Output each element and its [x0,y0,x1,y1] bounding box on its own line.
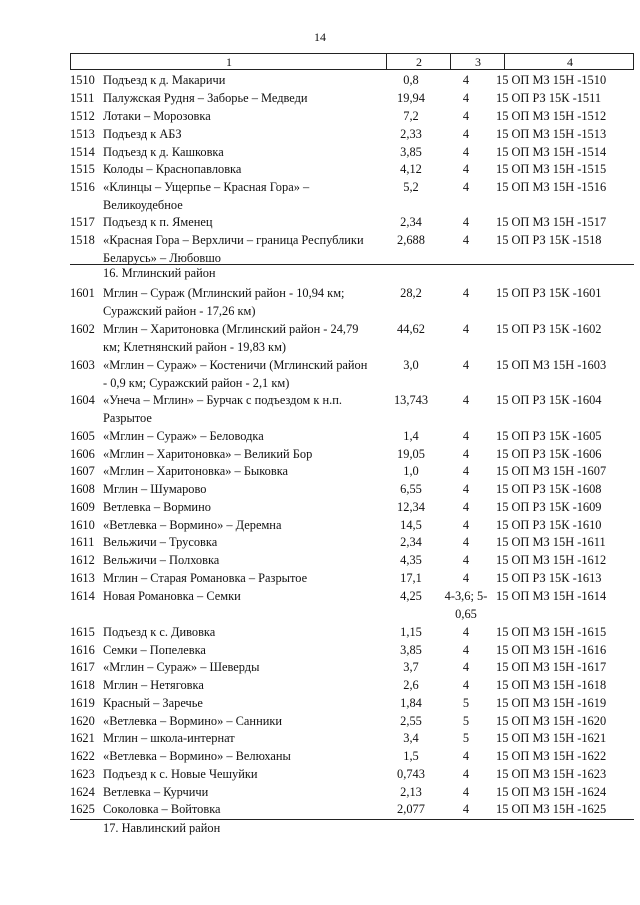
row-number: 1623 [70,767,95,781]
row-number: 1622 [70,749,95,763]
road-code: 15 ОП РЗ 15К -1602 [496,322,602,336]
row-number: 1619 [70,696,95,710]
header-divider [450,53,451,70]
row-number: 1510 [70,73,95,87]
road-code: 15 ОП МЗ 15Н -1612 [496,553,607,567]
road-code: 15 ОП МЗ 15Н -1516 [496,180,607,194]
road-length: 28,2 [400,286,422,300]
road-code: 15 ОП РЗ 15К -1613 [496,571,602,585]
road-name: «Мглин – Харитоновка» – Великий Бор [103,447,313,461]
road-code: 15 ОП МЗ 15Н -1517 [496,215,607,229]
road-category: 4 [462,429,470,443]
road-length: 6,55 [400,482,422,496]
road-category: 4 [462,802,470,816]
road-name: «Клинцы – Ущерпье – Красная Гора» – Великоудебное [103,180,310,212]
row-number: 1620 [70,714,95,728]
road-length: 3,85 [400,145,422,159]
road-name: «Мглин – Сураж» – Шеверды [103,660,260,674]
row-number: 1614 [70,589,95,603]
road-length: 3,85 [400,643,422,657]
road-code: 15 ОП МЗ 15Н -1615 [496,625,607,639]
row-number: 1621 [70,731,95,745]
road-category: 4 [462,678,470,692]
row-number: 1607 [70,464,95,478]
table-header [70,53,634,70]
row-number: 1606 [70,447,95,461]
road-length: 2,34 [400,535,422,549]
road-name: Подъезд к с. Дивовка [103,625,216,639]
road-length: 4,12 [400,162,422,176]
road-code: 15 ОП МЗ 15Н -1625 [496,802,607,816]
road-code: 15 ОП РЗ 15К -1610 [496,518,602,532]
road-category: 5 [462,731,470,745]
road-length: 19,05 [397,447,425,461]
road-length: 2,688 [397,233,425,247]
road-name: «Ветлевка – Вормино» – Велюханы [103,749,291,763]
road-category: 4 [462,643,470,657]
row-number: 1625 [70,802,95,816]
road-category: 4 [462,393,470,407]
road-length: 7,2 [403,109,419,123]
road-name: Мглин – Нетяговка [103,678,204,692]
road-category: 4-3,6; 5-0,65 [444,589,488,621]
row-number: 1516 [70,180,95,194]
road-name: Мглин – Шумарово [103,482,207,496]
road-name: Палужская Рудня – Заборье – Медведи [103,91,308,105]
road-name: «Ветлевка – Вормино» – Санники [103,714,282,728]
road-length: 3,0 [403,358,419,372]
road-category: 4 [462,233,470,247]
road-category: 4 [462,73,470,87]
road-code: 15 ОП МЗ 15Н -1514 [496,145,607,159]
road-category: 5 [462,696,470,710]
road-code: 15 ОП МЗ 15Н -1614 [496,589,607,603]
row-number: 1517 [70,215,95,229]
road-code: 15 ОП МЗ 15Н -1621 [496,731,607,745]
road-name: Вельжичи – Полховка [103,553,220,567]
road-category: 4 [462,109,470,123]
road-category: 4 [462,785,470,799]
row-number: 1518 [70,233,95,247]
road-name: Лотаки – Морозовка [103,109,211,123]
road-code: 15 ОП МЗ 15Н -1513 [496,127,607,141]
row-number: 1609 [70,500,95,514]
row-number: 1604 [70,393,95,407]
road-name: «Мглин – Харитоновка» – Быковка [103,464,289,478]
road-length: 5,2 [403,180,419,194]
header-col-4: 4 [567,55,573,69]
row-number: 1613 [70,571,95,585]
header-divider [386,53,387,70]
road-length: 4,35 [400,553,422,567]
road-length: 17,1 [400,571,422,585]
page-number: 14 [314,30,326,44]
header-divider [504,53,505,70]
road-length: 1,15 [400,625,422,639]
road-category: 4 [462,660,470,674]
road-code: 15 ОП МЗ 15Н -1611 [496,535,606,549]
road-code: 15 ОП МЗ 15Н -1515 [496,162,607,176]
road-length: 3,7 [403,660,419,674]
row-number: 1511 [70,91,95,105]
header-col-2: 2 [416,55,422,69]
road-length: 1,84 [400,696,422,710]
road-length: 0,8 [403,73,419,87]
road-code: 15 ОП МЗ 15Н -1617 [496,660,607,674]
road-name: «Красная Гора – Верхличи – граница Республики Беларусь» – Любовшо [103,233,364,265]
road-length: 4,25 [400,589,422,603]
road-category: 4 [462,91,470,105]
road-name: Соколовка – Войтовка [103,802,221,816]
road-length: 1,5 [403,749,419,763]
road-category: 4 [462,625,470,639]
road-code: 15 ОП МЗ 15Н -1620 [496,714,607,728]
row-number: 1608 [70,482,95,496]
row-number: 1618 [70,678,95,692]
road-category: 4 [462,749,470,763]
row-number: 1602 [70,322,95,336]
road-category: 4 [462,553,470,567]
road-name: Семки – Попелевка [103,643,206,657]
road-length: 13,743 [393,393,429,407]
header-col-1: 1 [226,55,232,69]
road-category: 4 [462,322,470,336]
road-code: 15 ОП РЗ 15К -1511 [496,91,602,105]
road-category: 4 [462,464,470,478]
road-name: Ветлевка – Курчичи [103,785,209,799]
road-code: 15 ОП МЗ 15Н -1619 [496,696,607,710]
road-code: 15 ОП РЗ 15К -1518 [496,233,602,247]
row-number: 1611 [70,535,95,549]
road-category: 4 [462,482,470,496]
road-length: 12,34 [397,500,425,514]
road-name: Мглин – Сураж (Мглинский район - 10,94 км; Суражский район - 17,26 км) [103,286,345,318]
road-code: 15 ОП РЗ 15К -1601 [496,286,602,300]
road-name: Ветлевка – Вормино [103,500,211,514]
road-length: 1,4 [403,429,419,443]
road-name: Колоды – Краснопавловка [103,162,242,176]
road-length: 2,077 [397,802,425,816]
row-number: 1514 [70,145,95,159]
row-number: 1513 [70,127,95,141]
row-number: 1515 [70,162,95,176]
row-number: 1512 [70,109,95,123]
road-category: 4 [462,180,470,194]
row-number: 1616 [70,643,95,657]
road-category: 4 [462,127,470,141]
road-name: Вельжичи – Трусовка [103,535,218,549]
road-category: 4 [462,571,470,585]
road-category: 5 [462,714,470,728]
road-category: 4 [462,447,470,461]
road-length: 2,13 [400,785,422,799]
section-title-navlinsky: 17. Навлинский район [103,821,221,835]
road-category: 4 [462,500,470,514]
road-name: Подъезд к д. Кашковка [103,145,224,159]
road-length: 3,4 [403,731,419,745]
road-code: 15 ОП МЗ 15Н -1603 [496,358,607,372]
road-category: 4 [462,358,470,372]
row-number: 1612 [70,553,95,567]
road-code: 15 ОП РЗ 15К -1604 [496,393,602,407]
road-category: 4 [462,162,470,176]
road-code: 15 ОП РЗ 15К -1605 [496,429,602,443]
road-category: 4 [462,767,470,781]
row-number: 1610 [70,518,95,532]
road-name: «Унеча – Мглин» – Бурчак с подъездом к н.п. Разрытое [103,393,342,425]
road-name: Подъезд к с. Новые Чешуйки [103,767,258,781]
road-name: Мглин – Харитоновка (Мглинский район - 24,79 км; Клетнянский район - 19,83 км) [103,322,359,354]
road-length: 2,33 [400,127,422,141]
road-code: 15 ОП МЗ 15Н -1607 [496,464,607,478]
road-length: 44,62 [397,322,425,336]
road-code: 15 ОП МЗ 15Н -1510 [496,73,607,87]
section-rule [70,819,634,820]
road-name: Красный – Заречье [103,696,203,710]
road-code: 15 ОП МЗ 15Н -1622 [496,749,607,763]
road-length: 0,743 [397,767,425,781]
road-length: 2,6 [403,678,419,692]
road-code: 15 ОП РЗ 15К -1609 [496,500,602,514]
road-category: 4 [462,286,470,300]
road-name: «Мглин – Сураж» – Костеничи (Мглинский район - 0,9 км; Суражский район - 2,1 км) [103,358,368,390]
road-category: 4 [462,535,470,549]
row-number: 1617 [70,660,95,674]
road-length: 2,34 [400,215,422,229]
road-code: 15 ОП МЗ 15Н -1618 [496,678,607,692]
road-name: Подъезд к АБЗ [103,127,182,141]
header-col-3: 3 [475,55,481,69]
road-code: 15 ОП МЗ 15Н -1623 [496,767,607,781]
road-name: «Ветлевка – Вормино» – Деремна [103,518,282,532]
row-number: 1605 [70,429,95,443]
road-length: 19,94 [397,91,425,105]
row-number: 1615 [70,625,95,639]
road-code: 15 ОП РЗ 15К -1606 [496,447,602,461]
road-name: Новая Романовка – Семки [103,589,241,603]
road-length: 14,5 [400,518,422,532]
row-number: 1601 [70,286,95,300]
row-number: 1624 [70,785,95,799]
road-name: Подъезд к п. Яменец [103,215,213,229]
road-name: Мглин – школа-интернат [103,731,235,745]
road-category: 4 [462,518,470,532]
row-number: 1603 [70,358,95,372]
road-name: «Мглин – Сураж» – Беловодка [103,429,264,443]
road-length: 1,0 [403,464,419,478]
road-code: 15 ОП МЗ 15Н -1624 [496,785,607,799]
road-name: Мглин – Старая Романовка – Разрытое [103,571,308,585]
road-code: 15 ОП МЗ 15Н -1512 [496,109,607,123]
road-code: 15 ОП МЗ 15Н -1616 [496,643,607,657]
road-category: 4 [462,145,470,159]
road-category: 4 [462,215,470,229]
road-code: 15 ОП РЗ 15К -1608 [496,482,602,496]
section-title-mglinsky: 16. Мглинский район [103,266,216,280]
road-length: 2,55 [400,714,422,728]
road-name: Подъезд к д. Макаричи [103,73,226,87]
